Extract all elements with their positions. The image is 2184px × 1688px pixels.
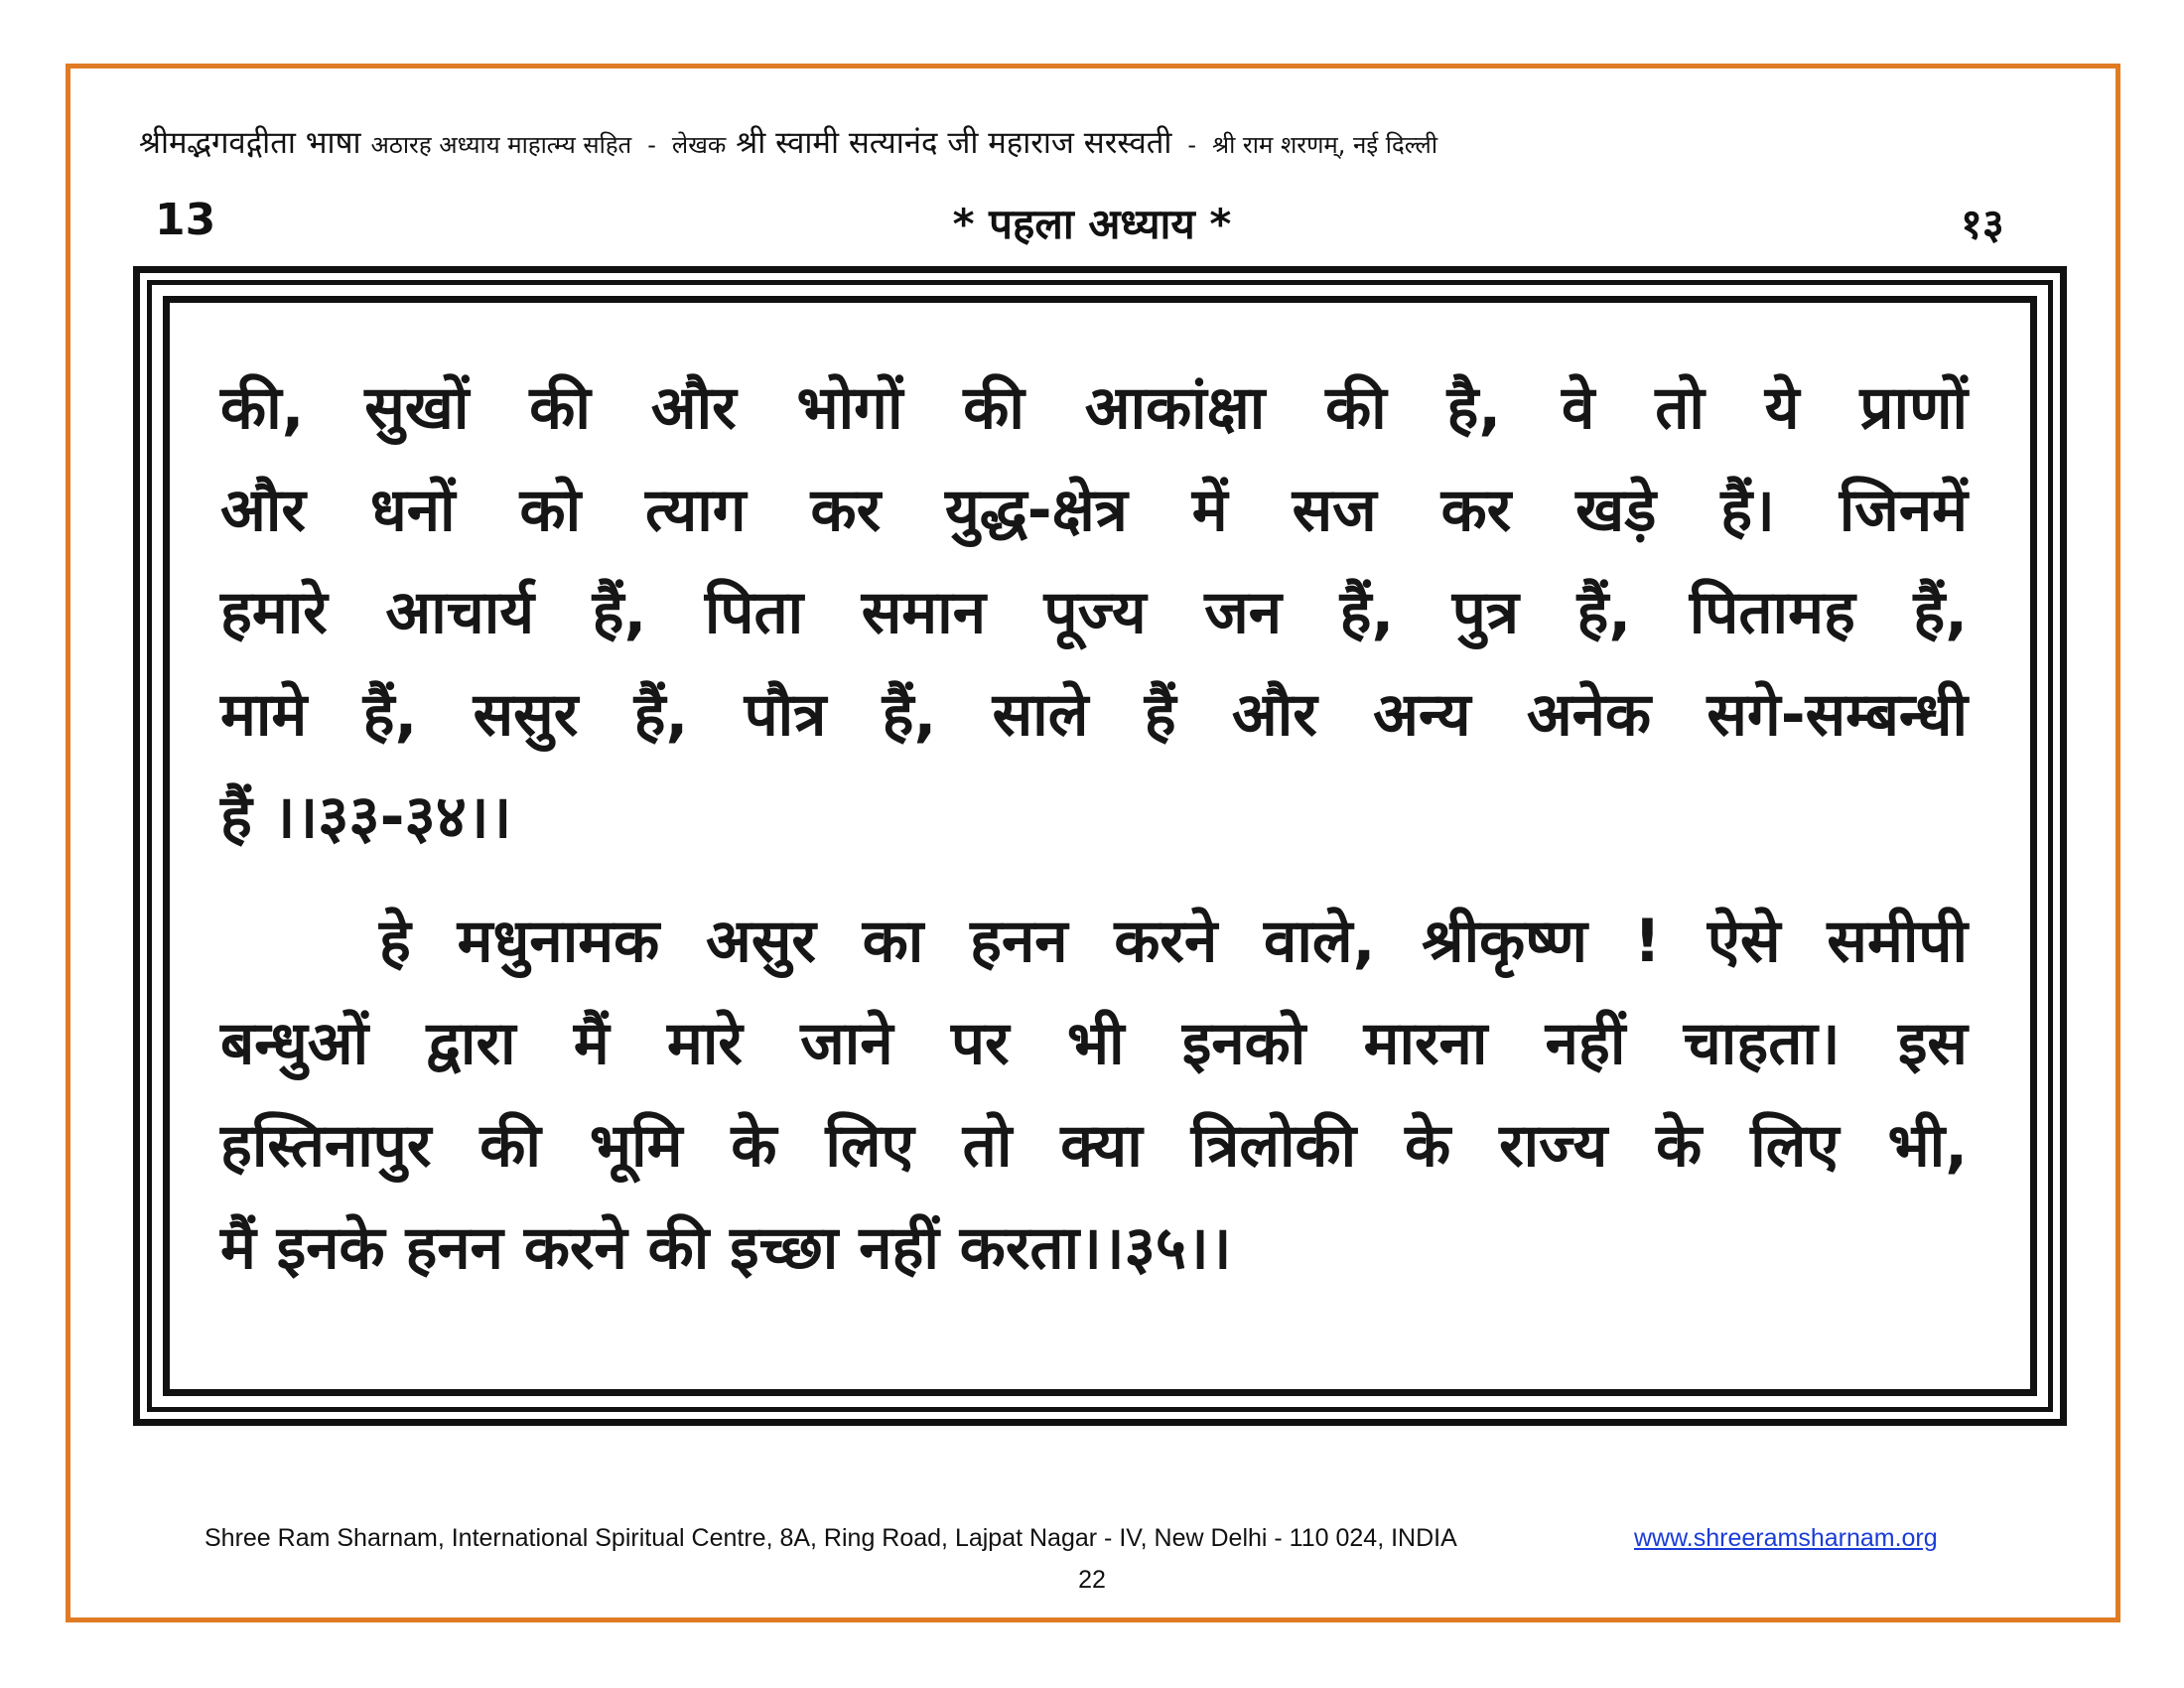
header-separator-1: -	[647, 131, 656, 159]
author-label: लेखक	[671, 131, 727, 159]
header-separator-2: -	[1187, 131, 1197, 159]
verse-line: और धनों को त्याग कर युद्ध-क्षेत्र में सज कर खड़े हैं। जिनमें	[220, 476, 1968, 545]
running-header	[139, 121, 2055, 163]
publisher-name: श्री राम शरणम्, नई दिल्ली	[1212, 131, 1438, 159]
author-name: श्री स्वामी सत्यानंद जी महाराज सरस्वती	[736, 125, 1172, 161]
verse-line: मैं इनके हनन करने की इच्छा नहीं करता।।३५।।	[220, 1213, 1232, 1283]
verse-line: हमारे आचार्य हैं, पिता समान पूज्य जन हैं, पुत्र हैं, पितामह हैं,	[220, 578, 1968, 647]
verse-line: हे मधुनामक असुर का हनन करने वाले, श्रीकृष्ण ! ऐसे समीपी	[379, 907, 1968, 976]
book-title: श्रीमद्भगवद्गीता भाषा	[139, 125, 361, 161]
pdf-page-number: 22	[1078, 1566, 1106, 1594]
verse-line: की, सुखों की और भोगों की आकांक्षा की है, वे तो ये प्राणों	[220, 373, 1968, 443]
verse-text-block	[220, 357, 1968, 1300]
chapter-title: * पहला अध्याय *	[952, 200, 1232, 248]
book-subtitle: अठारह अध्याय माहात्म्य सहित	[370, 131, 632, 159]
page-number-latin: 13	[155, 195, 216, 245]
paragraph-gap	[220, 869, 1968, 891]
page-number-devanagari: १३	[1961, 200, 2004, 248]
verse-line: मामे हैं, ससुर हैं, पौत्र हैं, साले हैं और अन्य अनेक सगे-सम्बन्धी	[220, 680, 1968, 750]
footer-address: Shree Ram Sharnam, International Spiritual Centre, 8A, Ring Road, Lajpat Nagar - IV, New Delhi - 110 024, INDIA	[205, 1524, 1457, 1552]
verse-line: हस्तिनापुर की भूमि के लिए तो क्या त्रिलोकी के राज्य के लिए भी,	[220, 1111, 1968, 1181]
verse-line: बन्धुओं द्वारा मैं मारे जाने पर भी इनको मारना नहीं चाहता। इस	[220, 1009, 1968, 1078]
website-link[interactable]: www.shreeramsharnam.org	[1634, 1524, 1938, 1552]
verse-line: हैं ।।३३-३४।।	[220, 782, 512, 852]
